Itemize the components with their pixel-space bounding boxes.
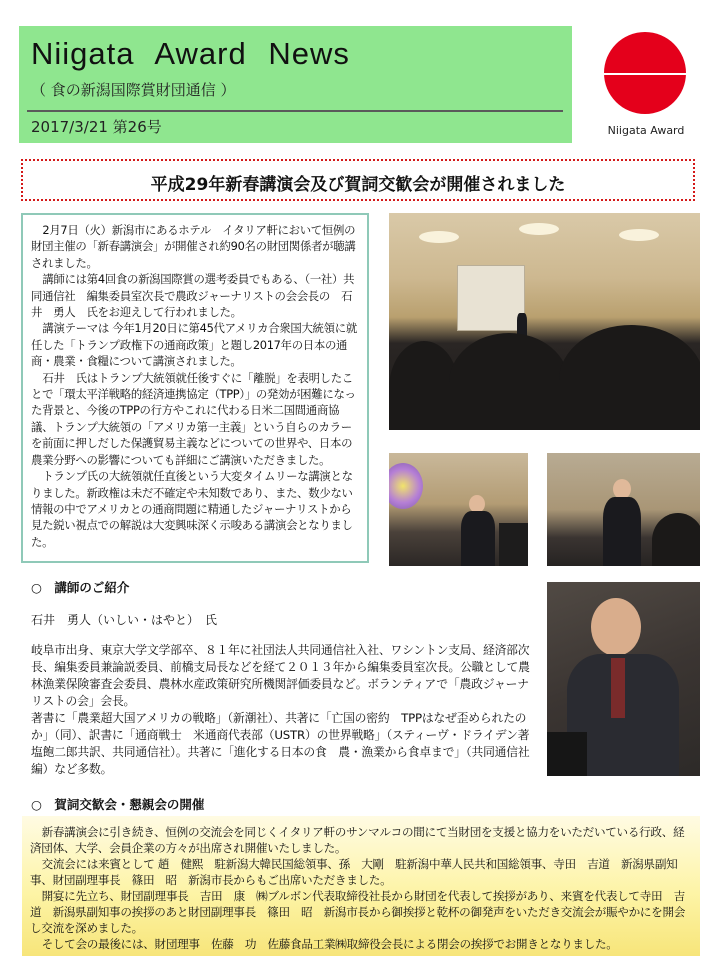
article-body bbox=[31, 222, 361, 550]
reception-paragraph: 交流会には来賓として 趙 健熙 駐新潟大韓民国総領事、孫 大剛 駐新潟中華人民共和国総領事、寺田 吉道 新潟県副知事、財団副理事長 篠田 昭 新潟市長からもご出席いただきました。 bbox=[30, 857, 678, 887]
flower-arrangement bbox=[389, 463, 423, 509]
bio-paragraph: 著書に「農業超大国アメリカの戦略」（新潮社）、共著に「亡国の密約 TPPはなぜ歪められたのか」（同）、訳書に「通商戦士 米通商代表部（USTR）の世界戦略」（スティーヴ・ドライデン著 塩飽二郎共訳、共同通信社）。共著に「進化する日本の食 農・漁業から食卓まで」（共同通信社編）など多数。 bbox=[31, 711, 541, 776]
reception-body bbox=[30, 824, 692, 952]
lecture-hall-photo bbox=[389, 213, 700, 430]
audience-crowd bbox=[652, 513, 700, 566]
article-paragraph: トランプ氏の大統領就任直後という大変タイムリーな講演となりました。新政権は未だ不確定や未知数であり、また、数少ない情報の中でアメリカとの通商問題に精通したジャーナリストから見た鋭い視点での解説は大変興味深く示唆ある講演会となりました。 bbox=[31, 469, 353, 549]
article-paragraph: 2月7日（火）新潟市にあるホテル イタリア軒において恒例の財団主催の「新春講演会」が開催され約90名の財団関係者が聴講されました。 bbox=[31, 223, 356, 270]
reception-box bbox=[22, 816, 700, 956]
podium bbox=[547, 732, 587, 776]
headline-frame bbox=[21, 159, 695, 201]
chandelier-light bbox=[419, 231, 459, 243]
article-box bbox=[21, 213, 369, 563]
article-paragraph: 講師には第4回食の新潟国際賞の選考委員でもある、（一社）共同通信社 編集委員室次長で農政ジャーナリストの会会長の 石井 勇人 氏をお迎えして行われました。 bbox=[31, 272, 355, 320]
audience-crowd bbox=[559, 325, 700, 430]
logo-horizon-line bbox=[592, 73, 698, 75]
host-greeting-photo bbox=[547, 453, 700, 566]
speaker-tie bbox=[611, 658, 625, 718]
speaker-podium-photo bbox=[389, 453, 528, 566]
masthead-divider bbox=[27, 110, 563, 112]
projection-screen bbox=[457, 265, 525, 331]
reception-section-title: ○ 賀詞交歓会・懇親会の開催 bbox=[31, 797, 205, 812]
speaker-suit bbox=[461, 511, 495, 566]
speaker-face bbox=[591, 598, 641, 656]
speaker-section-title: ○ 講師のご紹介 bbox=[31, 580, 130, 595]
speaker-name: 石井 勇人（いしい・はやと） 氏 bbox=[31, 613, 218, 627]
logo-caption: Niigata Award bbox=[607, 124, 685, 137]
newsletter-title: Niigata Award News bbox=[31, 36, 350, 71]
reception-paragraph: そして会の最後には、財団理事 佐藤 功 佐藤食品工業㈱取締役会長による閉会の挨拶でお開きとなりました。 bbox=[41, 937, 618, 951]
chandelier-light bbox=[519, 223, 559, 235]
host-suit bbox=[603, 497, 641, 566]
article-paragraph: 講演テーマは 今年1月20日に第45代アメリカ合衆国大統領に就任した「トランプ政権下の通商政策」と題し2017年の日本の通商・農業・食糧について講演されました。 bbox=[31, 321, 357, 369]
newsletter-subtitle: （ 食の新潟国際賞財団通信 ） bbox=[31, 81, 236, 99]
audience-crowd bbox=[449, 333, 569, 430]
speaker-portrait-photo bbox=[547, 582, 700, 776]
masthead-banner bbox=[19, 26, 572, 143]
speaker-bio bbox=[31, 642, 541, 778]
headline: 平成29年新春講演会及び賀詞交歓会が開催されました bbox=[150, 175, 566, 195]
issue-date: 2017/3/21 第26号 bbox=[31, 118, 162, 136]
podium bbox=[499, 523, 528, 566]
host-head bbox=[613, 479, 631, 499]
bio-paragraph: 岐阜市出身、東京大学文学部卒、８１年に社団法人共同通信社入社、ワシントン支局、経済部次長、編集委員兼論説委員、前橋支局長などを経て２０１３年から編集委員室次長。公職として農林漁業保険審査会委員、農林水産政策研究所機関評価委員など。ボランティアで「農政ジャーナリストの会」会長。 bbox=[31, 643, 530, 708]
chandelier-light bbox=[619, 229, 659, 241]
reception-paragraph: 開宴に先立ち、財団副理事長 吉田 康 ㈱ブルボン代表取締役社長から財団を代表して挨拶があり、来賓を代表して寺田 吉道 新潟県副知事の挨拶のあと財団副理事長 篠田 昭 新潟市長から御挨拶と乾杯の御発声をいただき交流会が賑やかにを開会し交流を深めました。 bbox=[30, 889, 686, 935]
article-paragraph: 石井 氏はトランプ大統領就任後すぐに「離脱」を表明したことで「環太平洋戦略的経済連携協定（TPP）」の発効が困難になった背景と、今後のTPPの行方やこれに代わる日米二国間通商協議、トランプ大統領の「アメリカ第一主義」という自らのカラーを前面に押しだした保護貿易主義などについての世界や、日本の農業分野への影響についても詳細にご講演いただきました。 bbox=[31, 370, 356, 467]
reception-paragraph: 新春講演会に引き続き、恒例の交流会を同じくイタリア軒のサンマルコの間にて当財団を支援と協力をいただいている行政、経済団体、大学、会員企業の方々が出席され開催いたしました。 bbox=[30, 825, 685, 855]
